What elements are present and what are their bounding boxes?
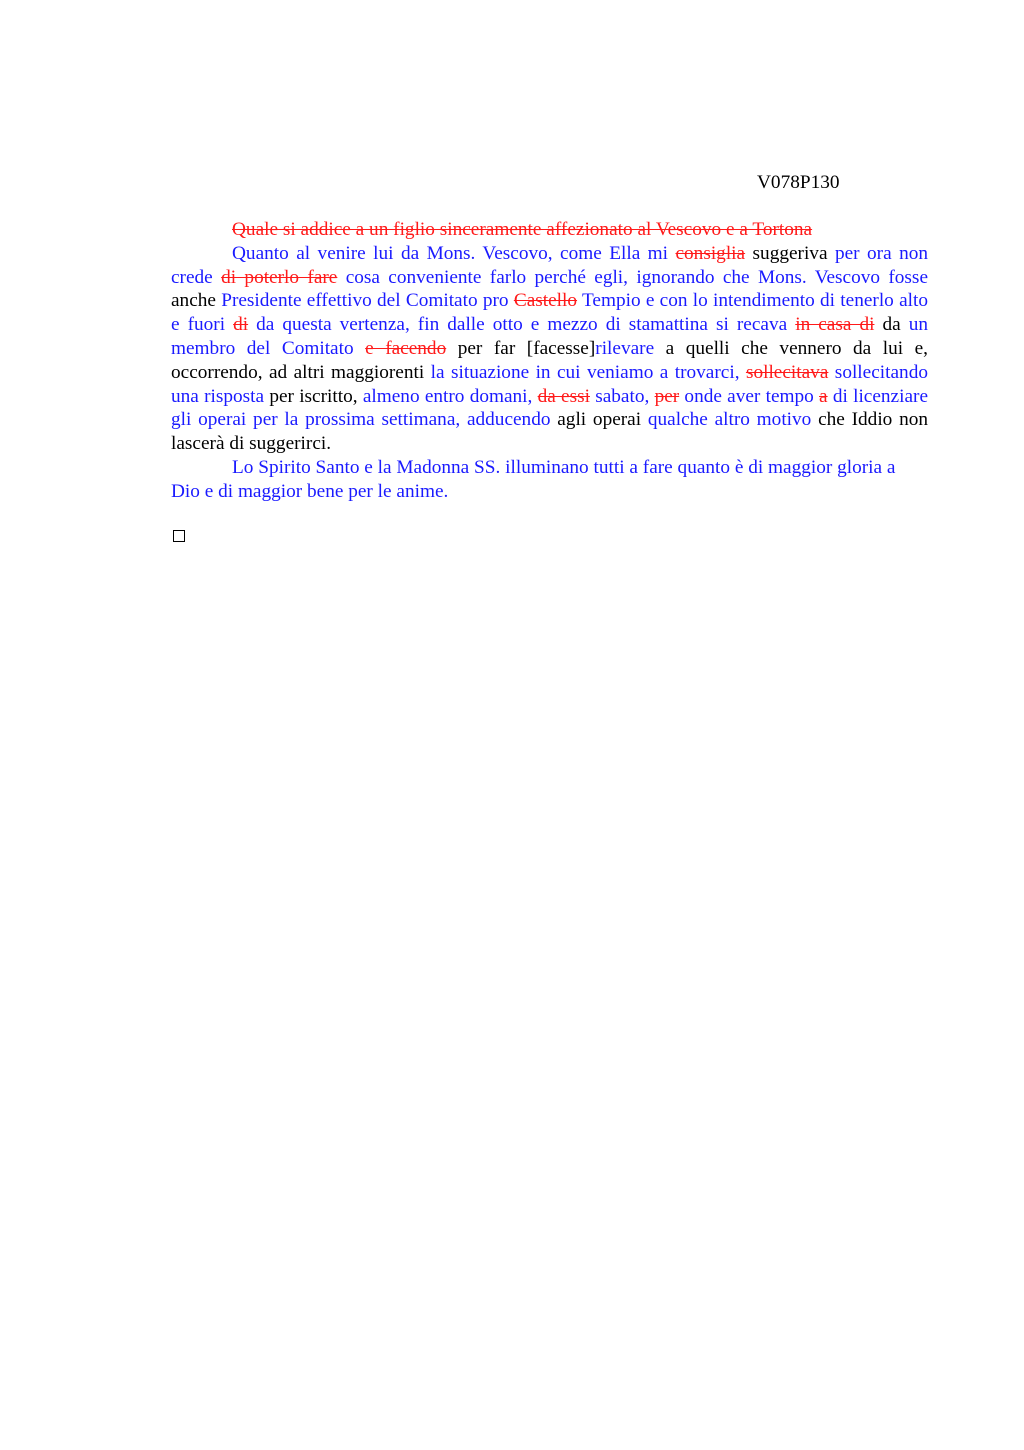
deleted-text: sollecitava	[745, 361, 829, 383]
added-text: cosa conveniente farlo perché egli, ignorando che Mons. Vescovo fosse	[337, 266, 928, 288]
added-text: rilevare	[595, 337, 655, 359]
deleted-text: e facendo	[365, 337, 447, 359]
original-text: suggeriva	[745, 242, 835, 264]
added-text: di licenziare gli operai per la prossima settimana, adducendo	[171, 385, 929, 431]
added-text: la situazione in cui veniamo a trovarci,	[430, 361, 746, 383]
added-text: onde aver tempo	[679, 385, 820, 407]
added-text: Lo Spirito Santo e la Madonna SS. illuminano tutti a fare quanto è di maggior gloria a Dio e di maggior bene per le anime.	[171, 456, 896, 502]
added-text: Presidente effettivo del Comitato pro	[221, 290, 514, 312]
deleted-text: in casa di	[795, 314, 875, 336]
deleted-text: a	[819, 385, 828, 407]
deleted-text: di	[233, 314, 249, 336]
added-text: qualche altro motivo	[647, 409, 819, 431]
deleted-text: consiglia	[675, 242, 746, 264]
original-text: a quelli che vennero da lui e, occorrendo, ad altri maggiorenti	[171, 337, 928, 383]
added-text: per ora non crede	[171, 242, 928, 288]
added-text: un membro del Comitato	[171, 314, 928, 359]
added-text: da questa vertenza, fin dalle otto e mezzo di stamattina si recava	[248, 314, 796, 336]
deleted-text: di poterlo fare	[221, 266, 338, 288]
letter-body	[171, 218, 928, 504]
deleted-text: Quale si addice a un figlio sinceramente affezionato al Vescovo e a Tortona	[232, 219, 813, 240]
original-text: per far [facesse]	[446, 337, 596, 359]
added-text: Tempio e con lo intendimento di tenerlo alto e fuori	[171, 290, 929, 336]
added-text: almeno entro domani,	[362, 385, 538, 407]
original-text: da	[874, 314, 909, 336]
paragraph-deleted-heading	[171, 218, 928, 242]
added-text: Quanto al venire lui da Mons. Vescovo, come Ella mi	[232, 242, 676, 264]
deleted-text: da essi	[537, 385, 590, 407]
original-text: anche	[171, 290, 222, 312]
original-text: per iscritto,	[269, 385, 363, 407]
checkbox-square-icon	[173, 530, 185, 542]
paragraph-closing	[171, 456, 928, 504]
original-text: che Iddio non lascerà di suggerirci.	[171, 409, 928, 455]
page-id: V078P130	[757, 172, 840, 193]
added-text: sollecitando una risposta	[171, 361, 928, 407]
original-text: agli operai	[557, 409, 648, 431]
added-text: sabato,	[589, 385, 655, 407]
paragraph-main	[171, 242, 928, 456]
deleted-text: Castello	[513, 290, 578, 312]
deleted-text: per	[654, 385, 680, 407]
